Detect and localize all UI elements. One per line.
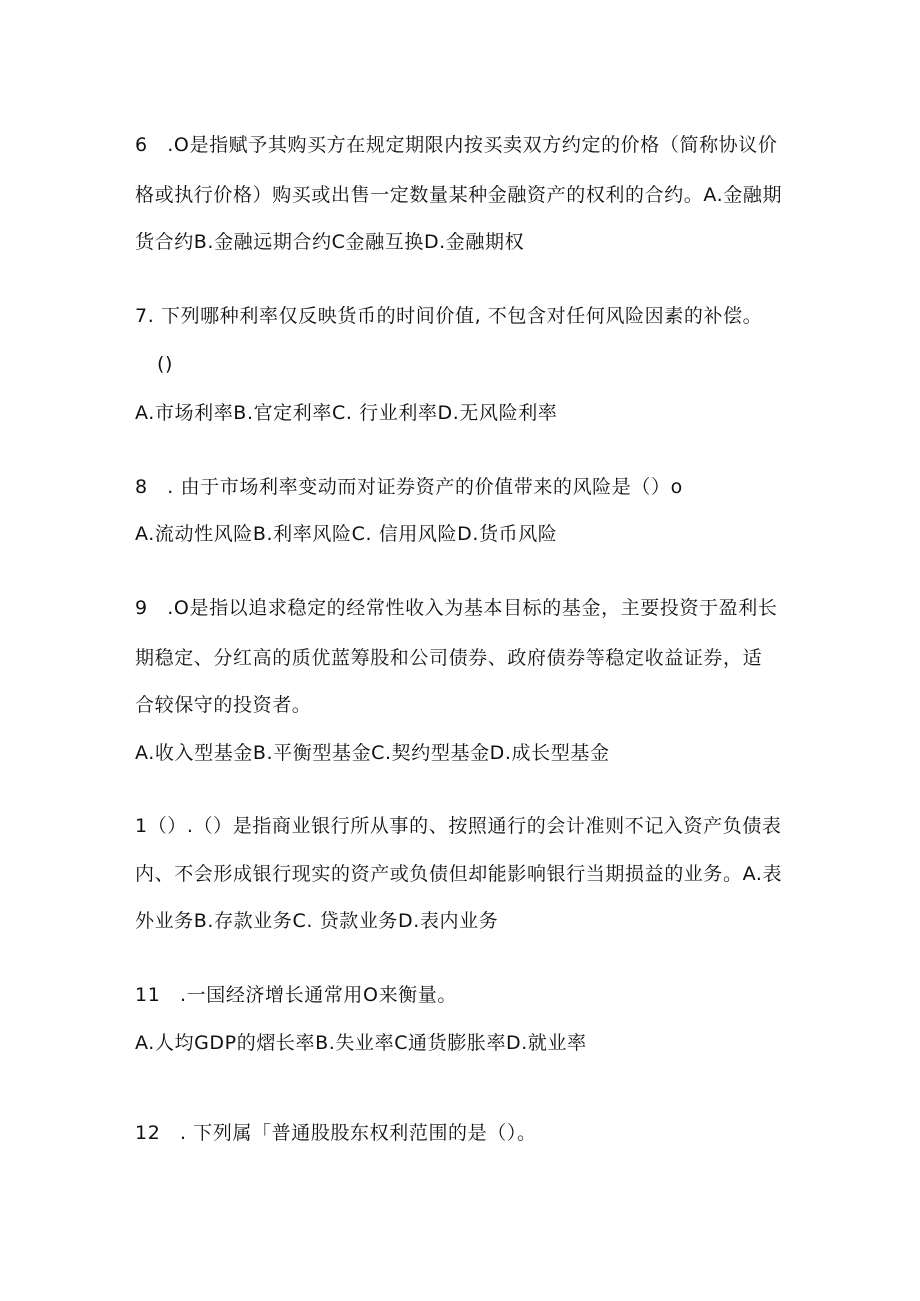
question-10-line-1: 1（）.（）是指商业银行所从事的、按照通行的会计准则不记入资产负债表 (135, 815, 782, 837)
question-6-line-3: 货合约B.金融远期合约C金融互换D.金融期权 (135, 231, 525, 253)
question-11-line-1: 11 .一国经济增长通常用O来衡量。 (135, 984, 457, 1006)
question-7-options: A.市场利率B.官定利率C. 行业利率D.无风险利率 (135, 402, 558, 424)
question-9-line-2: 期稳定、分红高的质优蓝筹股和公司债券、政府债券等稳定收益证券，适 (135, 647, 763, 669)
question-6-line-1: 6 .O是指赋予其购买方在规定期限内按买卖双方约定的价格（简称协议价 (135, 134, 778, 156)
question-12-line-1: 12 . 下列属「普通股股东权利范围的是（）。 (135, 1122, 537, 1144)
question-10-line-3: 外业务B.存款业务C. 贷款业务D.表内业务 (135, 910, 499, 932)
question-10-line-2: 内、不会形成银行现实的资产或负债但却能影响银行当期损益的业务。A.表 (135, 863, 783, 885)
question-9-line-3: 合较保守的投资者。 (135, 694, 312, 716)
question-9-options: A.收入型基金B.平衡型基金C.契约型基金D.成长型基金 (135, 742, 610, 764)
question-7-blank: () (157, 353, 174, 375)
question-8-options: A.流动性风险B.利率风险C. 信用风险D.货币风险 (135, 523, 558, 545)
question-11-options: A.人均GDP的熠长率B.失业率C通货膨胀率D.就业率 (135, 1032, 587, 1054)
question-6-line-2: 格或执行价格）购买或出售一定数量某种金融资产的权利的合约。A.金融期 (135, 184, 783, 206)
question-9-line-1: 9 .O是指以追求稳定的经常性收入为基本目标的基金，主要投资于盈利长 (135, 597, 778, 619)
question-7-line-1: 7. 下列哪种利率仅反映货币的时间价值, 不包含对任何风险因素的补偿。 (135, 305, 763, 327)
question-8-line-1: 8 . 由于市场利率变动而对证券资产的价值带来的风险是（）o (135, 476, 683, 498)
